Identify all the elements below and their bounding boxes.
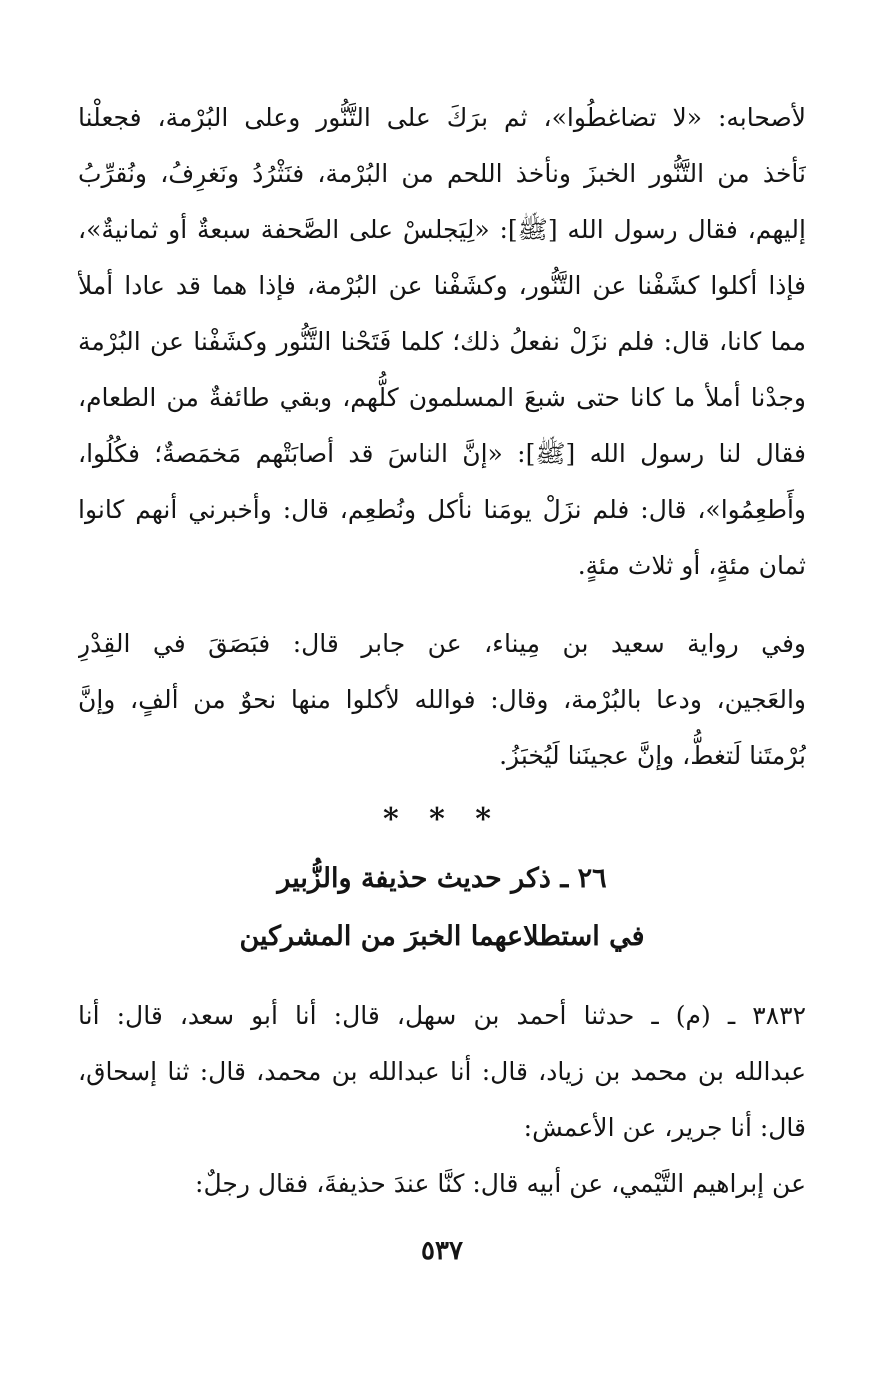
text-line: ٣٨٣٢ ـ (م) ـ حدثنا أحمد بن سهل، قال: أنا أبو سعد، قال: أنا	[78, 1001, 806, 1030]
section-separator: * * *	[383, 802, 501, 837]
text-line: بُرْمتَنا لَتغطُّ، وإنَّ عجينَنا لَيُخبَزُ.	[499, 741, 806, 770]
paragraph-other-narration	[78, 616, 806, 784]
section-heading	[78, 850, 806, 966]
text-line: وجدْنا أملأ ما كانا حتى شبعَ المسلمون كلُّهم، وبقي طائفةٌ من الطعام،	[78, 383, 806, 412]
paragraph-hadith-chain	[78, 988, 806, 1156]
text-line: مما كانا، قال: فلم نزَلْ نفعلُ ذلك؛ كلما فَتَحْنا التَّنُّور وكشَفْنا عن البُرْمة	[78, 327, 806, 356]
text-line: فإذا أكلوا كشَفْنا عن التَّنُّور، وكشَفْنا عن البُرْمة، فإذا هما قد عادا أملأ	[78, 271, 806, 300]
book-page	[78, 90, 806, 1276]
text-line: ثمان مئةٍ، أو ثلاث مئةٍ.	[577, 551, 806, 580]
text-line: عن إبراهيم التَّيْمي، عن أبيه قال: كنَّا عندَ حذيفةَ، فقال رجلٌ:	[195, 1169, 806, 1198]
text-line: وأَطعِمُوا»، قال: فلم نزَلْ يومَنا نأكل ونُطعِم، قال: وأخبرني أنهم كانوا	[78, 495, 806, 524]
paragraph-feeding-miracle	[78, 90, 806, 594]
text-line: وفي رواية سعيد بن مِيناء، عن جابر قال: فبَصَقَ في القِدْرِ	[78, 629, 806, 658]
text-line: إليهم، فقال رسول الله [ﷺ]: «لِيَجلسْ على الصَّحفة سبعةٌ أو ثمانيةٌ»،	[78, 215, 806, 244]
heading-line-2: في استطلاعهما الخبرَ من المشركين	[239, 921, 645, 952]
text-line: نَأخذ من التَّنُّور الخبزَ ونأخذ اللحم من البُرْمة، فنَثْرُدُ ونَغرِفُ، ونُقرِّبُ	[78, 159, 806, 188]
heading-line-1: ٢٦ ـ ذكر حديث حذيفة والزُّبير	[277, 863, 607, 894]
paragraph-hadith-text	[78, 1156, 806, 1212]
text-line: والعَجين، ودعا بالبُرْمة، وقال: فوالله لأكلوا منها نحوٌ من ألفٍ، وإنَّ	[78, 685, 806, 714]
text-line: قال: أنا جرير، عن الأعمش:	[523, 1113, 806, 1142]
page-number: ٥٣٧	[421, 1236, 463, 1266]
text-line: فقال لنا رسول الله [ﷺ]: «إنَّ الناسَ قد أصابَتْهم مَخمَصةٌ؛ فكُلُوا،	[78, 439, 806, 468]
text-line: لأصحابه: «لا تضاغطُوا»، ثم برَكَ على التَّنُّور وعلى البُرْمة، فجعلْنا	[78, 103, 806, 132]
text-line: عبدالله بن محمد بن زياد، قال: أنا عبدالله بن محمد، قال: ثنا إسحاق،	[78, 1057, 806, 1086]
